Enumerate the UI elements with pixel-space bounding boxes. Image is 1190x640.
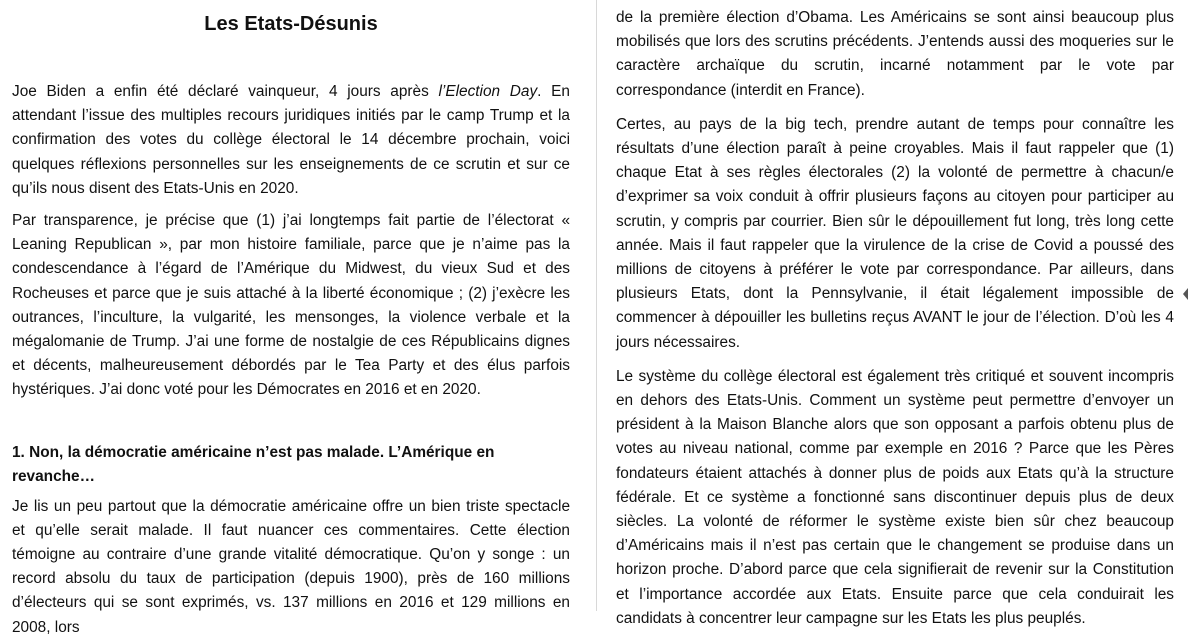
intro-text-start: Joe Biden a enfin été déclaré vainqueur, 4 jours après bbox=[12, 83, 439, 100]
section-1-heading: 1. Non, la démocratie américaine n’est pas malade. L’Amérique en revanche… bbox=[12, 443, 495, 485]
scroll-caret-icon[interactable] bbox=[1183, 288, 1188, 300]
transparency-paragraph: Par transparence, je précise que (1) j’ai longtemps fait partie de l’électorat « Leaning Republican », par mon histoire familiale, parce que je n’aime pas la condescendance à l’égard de l’Amérique du Midwest, du vieux Sud et des Rocheuses et parce que je suis attaché à la liberté économique ; (2) j’exècre les outrances, l’inculture, la vulgarité, les mensonges, la violence verbale et la mégalomanie de Trump. J’ai une forme de nostalgie de ces Républicains dignes et décents, malheureusement débordés par le Tea Party et des élus parfois hystériques. J’ai donc voté pour les Démocrates en 2016 et en 2020. bbox=[12, 212, 570, 399]
electoral-college-paragraph: Le système du collège électoral est également très critiqué et souvent incompris en dehors des Etats-Unis. Comment un système peut permettre d’envoyer un président à la Maison Blanche alors que son opposant a parfois obtenu plus de votes au niveau national, comme par exemple en 2016 ? Parce que les Pères fondateurs étaient attachés à donner plus de poids aux Etats qu’à la structure fédérale. Et ce système a fonctionné sans discontinuer depuis plus de deux siècles. La volonté de réformer le système existe bien sûr chez beaucoup d’Américains mais il n’est pas certain que le changement se produise dans un horizon proche. D’abord parce que cela signifierait de revenir sur la Constitution et l’importance accordée aux Etats. Ensuite parce que cela conduirait les candidats à concentrer leur campagne sur les Etats les plus peuplés. bbox=[616, 367, 1174, 627]
intro-italic-term: l’Election Day bbox=[438, 83, 538, 100]
intro-paragraph bbox=[12, 80, 570, 201]
intro-text-end: . En attendant l’issue des multiples recours juridiques initiés par le camp Trump et la confirmation des votes du collège électoral le 14 décembre prochain, voici quelques réflexions personnelles sur les enseignements de ce scrutin et sur ce qu’ils nous disent des Etats-Unis en 2020. bbox=[12, 83, 570, 197]
left-page-column bbox=[12, 0, 570, 636]
page-divider bbox=[596, 0, 597, 611]
counting-paragraph: Certes, au pays de la big tech, prendre autant de temps pour connaître les résultats d’une élection paraît à peine croyables. Mais il faut rappeler que (1) chaque Etat à ses règles électorales (2) la volonté de permettre à chacun/e d’exprimer sa voix conduit à offrir plusieurs façons au citoyen pour participer au scrutin, y compris par courrier. Bien sûr le dépouillement fut long, très long cette année. Mais il faut rappeler que la virulence de la crise de Covid a poussé des millions de citoyens à préférer le vote par correspondance. Par ailleurs, dans plusieurs Etats, dont la Pennsylvanie, il était légalement impossible de commencer à dépouiller les bulletins reçus AVANT le jour de l’élection. D’où les 4 jours nécessaires. bbox=[616, 115, 1174, 351]
continuation-paragraph: de la première élection d’Obama. Les Américains se sont ainsi beaucoup plus mobilisés que lors des scrutins précédents. J’entends aussi des moqueries sur le caractère archaïque du scrutin, incarné notamment par le vote par correspondance (interdit en France). bbox=[616, 9, 1174, 99]
right-page-column bbox=[616, 0, 1174, 627]
section-1-paragraph: Je lis un peu partout que la démocratie américaine offre un bien triste spectacle et qu’elle serait malade. Il faut nuancer ces commentaires. Cette élection témoigne au contraire d’une grande vitalité démocratique. Qu’on y songe : un record absolu du taux de participation (depuis 1900), près de 160 millions d’électeurs qui se sont exprimés, vs. 137 millions en 2016 et 129 millions en 2008, lors bbox=[12, 497, 570, 636]
document-title: Les Etats-Désunis bbox=[204, 13, 378, 35]
